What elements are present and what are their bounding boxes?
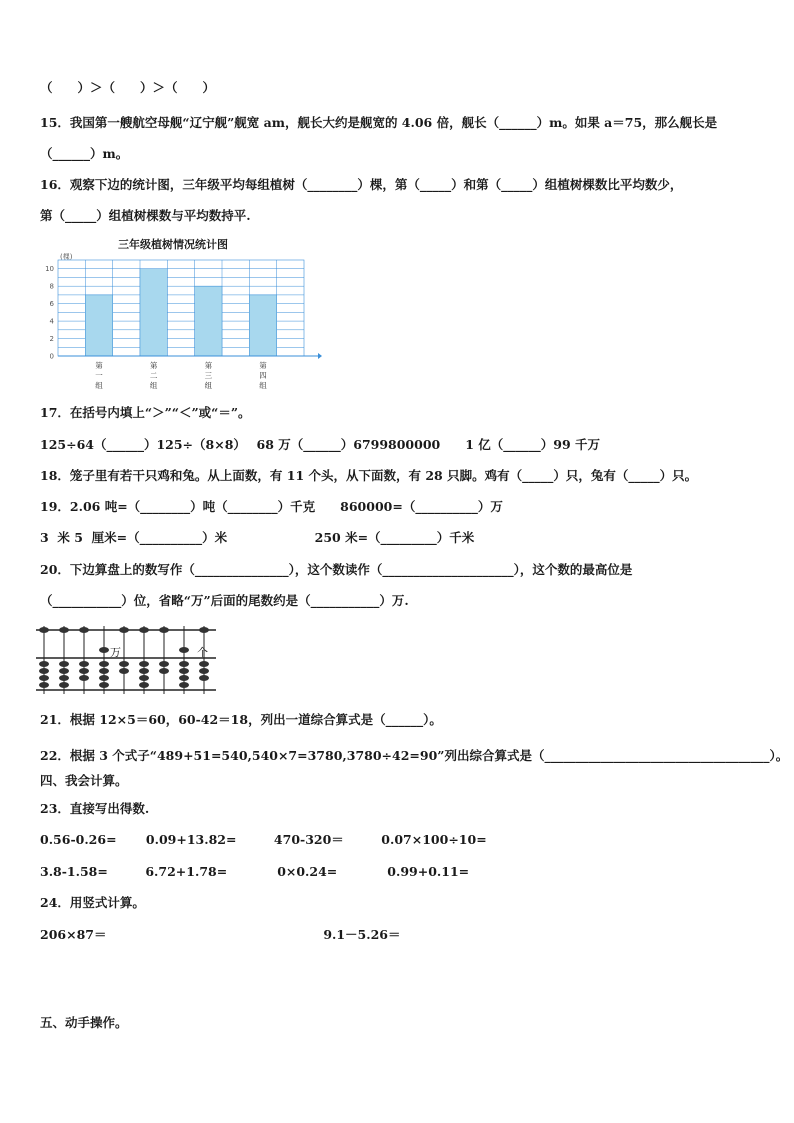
abacus-lower-bead	[39, 682, 49, 688]
q23-title: 23．直接写出得数.	[40, 801, 150, 816]
abacus-label-wan: 万	[110, 646, 121, 659]
q23-row1: 0.56-0.26= 0.09+13.82= 470-320＝ 0.07×100÷10=	[40, 832, 487, 847]
category-label-4: 组	[259, 381, 267, 390]
q15-line1: 15．我国第一艘航空母舰“辽宁舰”舰宽 am，舰长大约是舰宽的 4.06 倍，舰长（______）m。如果 a＝75，那么舰长是	[40, 115, 718, 130]
q24-title: 24．用竖式计算。	[40, 895, 145, 910]
abacus-lower-bead	[159, 661, 169, 667]
abacus-lower-bead	[59, 661, 69, 667]
abacus-upper-bead	[79, 627, 89, 633]
section-4: 四、我会计算。	[40, 773, 128, 788]
category-label-1: 一	[95, 371, 103, 380]
abacus-lower-bead	[139, 668, 149, 674]
abacus-lower-bead	[39, 668, 49, 674]
q23-row2: 3.8-1.58= 6.72+1.78= 0×0.24= 0.99+0.11=	[40, 864, 470, 879]
abacus-lower-bead	[119, 668, 129, 674]
abacus-lower-bead	[79, 668, 89, 674]
abacus-label-ge: 个	[197, 646, 208, 659]
abacus-upper-bead	[179, 647, 189, 653]
q24-row: 206×87＝ 9.1－5.26＝	[40, 927, 401, 942]
abacus-lower-bead	[39, 661, 49, 667]
abacus-lower-bead	[199, 668, 209, 674]
category-label-4: 第	[259, 361, 267, 370]
category-label-2: 第	[149, 361, 158, 370]
abacus-lower-bead	[59, 682, 69, 688]
abacus-lower-bead	[59, 668, 69, 674]
abacus-upper-bead	[99, 647, 109, 653]
abacus-lower-bead	[179, 668, 189, 674]
bar-1	[85, 295, 112, 356]
abacus-lower-bead	[199, 675, 209, 681]
category-label-2: 组	[149, 381, 158, 390]
q22: 22．根据 3 个式子“489+51=540,540×7=3780,3780÷42=90”列出综合算式是（____________________________________）。	[40, 748, 789, 763]
category-label-3: 第	[204, 361, 213, 370]
y-tick-label: 4	[49, 317, 54, 326]
abacus-lower-bead	[39, 675, 49, 681]
y-tick-label: 6	[49, 300, 54, 309]
abacus-upper-bead	[199, 627, 209, 633]
bar-3	[195, 286, 222, 356]
q16-line2: 第（_____）组植树棵数与平均数持平.	[40, 208, 251, 223]
y-tick-label: 8	[49, 282, 54, 291]
category-label-2: 二	[149, 371, 158, 380]
abacus-lower-bead	[179, 661, 189, 667]
chart-title: 三年级植树情况统计图	[118, 238, 228, 251]
y-tick-label: 2	[49, 335, 54, 344]
abacus-lower-bead	[179, 682, 189, 688]
q15-line2: （______）m。	[40, 146, 129, 161]
abacus-lower-bead	[99, 675, 109, 681]
category-label-4: 四	[259, 371, 267, 380]
q19-line1: 19．2.06 吨=（________）吨（________）千克 860000=（__________）万	[40, 499, 503, 514]
abacus-lower-bead	[99, 668, 109, 674]
abacus-upper-bead	[139, 627, 149, 633]
bar-chart	[30, 250, 330, 410]
q19-line2: 3 米 5 厘米=（__________）米 250 米=（_________）千米	[40, 530, 475, 545]
abacus-lower-bead	[119, 661, 129, 667]
bar-2	[140, 269, 167, 356]
q20-line1: 20．下边算盘上的数写作（_______________），这个数读作（_____________________），这个数的最高位是	[40, 562, 633, 577]
abacus-upper-bead	[59, 627, 69, 633]
section-5: 五、动手操作。	[40, 1015, 128, 1030]
abacus-lower-bead	[179, 675, 189, 681]
q18: 18．笼子里有若干只鸡和兔。从上面数，有 11 个头，从下面数，有 28 只脚。鸡有（_____）只，兔有（_____）只。	[40, 468, 698, 483]
abacus-lower-bead	[79, 661, 89, 667]
category-label-3: 组	[204, 381, 213, 390]
abacus-upper-bead	[119, 627, 129, 633]
q14-tail: （ ）＞（ ）＞（ ）	[40, 80, 216, 95]
abacus-upper-bead	[39, 627, 49, 633]
y-tick-label: 0	[49, 352, 54, 361]
abacus-lower-bead	[99, 661, 109, 667]
abacus-lower-bead	[139, 682, 149, 688]
category-label-3: 三	[204, 371, 213, 380]
q17-items: 125÷64（______）125÷（8×8） 68 万（______）6799800000 1 亿（______）99 千万	[40, 437, 601, 452]
q20-line2: （___________）位，省略“万”后面的尾数约是（___________）万.	[40, 593, 409, 608]
q16-line1: 16．观察下边的统计图，三年级平均每组植树（________）棵，第（_____）和第（_____）组植树棵数比平均数少，	[40, 177, 683, 192]
abacus-upper-bead	[159, 627, 169, 633]
abacus	[36, 620, 226, 695]
abacus-lower-bead	[59, 675, 69, 681]
y-tick-label: 10	[45, 265, 54, 274]
abacus-lower-bead	[99, 682, 109, 688]
abacus-lower-bead	[199, 661, 209, 667]
q21: 21．根据 12×5＝60，60-42＝18，列出一道综合算式是（______）。	[40, 712, 442, 727]
abacus-lower-bead	[159, 668, 169, 674]
category-label-1: 第	[95, 361, 103, 370]
q17-title: 17．在括号内填上“＞”“＜”或“＝”。	[40, 405, 251, 420]
category-label-1: 组	[95, 381, 103, 390]
x-axis-arrow	[318, 353, 322, 359]
abacus-lower-bead	[139, 675, 149, 681]
bar-4	[249, 295, 276, 356]
abacus-lower-bead	[139, 661, 149, 667]
abacus-lower-bead	[79, 675, 89, 681]
y-axis-label: (棵)	[60, 253, 73, 261]
